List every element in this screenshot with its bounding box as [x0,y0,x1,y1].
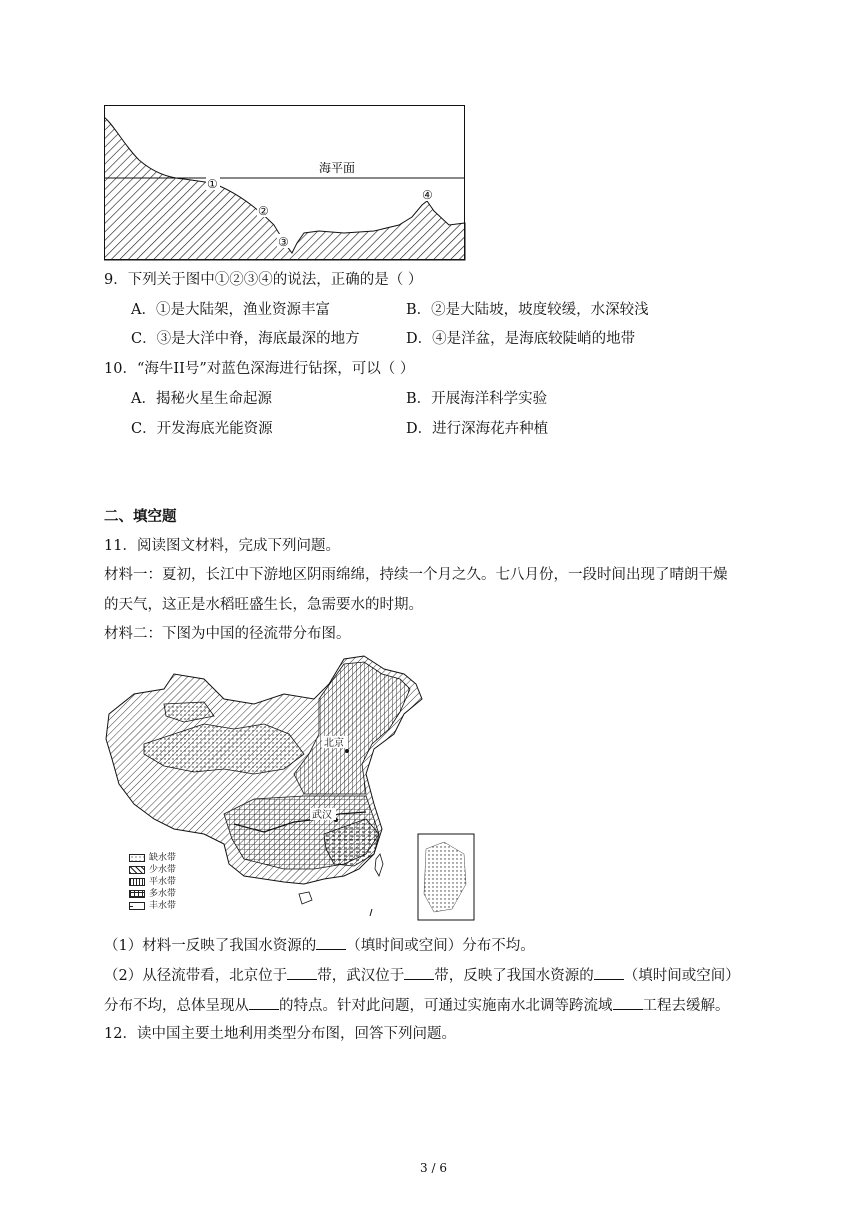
legend-swatch-abundant [129,902,145,910]
q11-material1-line1: 材料一：夏初，长江中下游地区阴雨绵绵，持续一个月之久。七八月份，一段时间出现了晴朗干燥 [104,567,728,583]
city-label-beijing: 北京 [324,738,344,749]
south-china-sea-inset [418,834,474,920]
marker-2: ② [258,204,269,218]
legend-swatch-normal [129,878,145,886]
legend-label-arid: 缺水带 [149,853,177,863]
q9-option-a: A．①是大陆架，渔业资源丰富 [131,302,330,318]
q10-option-d: D．进行深海花卉种植 [406,421,549,437]
q9-option-b: B．②是大陆坡，坡度较缓，水深较浅 [406,302,649,318]
q11-part2-text-f: 的特点。针对此问题，可通过实施南水北调等跨流域 [279,998,613,1014]
q10-option-c: C．开发海底光能资源 [131,421,273,437]
q11-part2-text-g: 工程去缓解。 [642,998,730,1014]
q11-part2-blank-distribution[interactable] [594,965,624,980]
q11-part2 [104,965,740,986]
city-label-wuhan: 武汉 [312,810,332,821]
q11-material1-line2: 的天气，这正是水稻旺盛生长，急需要水的时期。 [104,597,423,613]
hainan-island [299,892,312,904]
marker-1: ① [207,177,218,191]
q11-stem: 11．阅读图文材料，完成下列问题。 [104,538,340,554]
q11-part2-blank-beijing[interactable] [287,965,317,980]
q11-part1-text-b: （填时间或空间）分布不均。 [346,938,535,954]
q11-part2-text-c: 带，反映了我国水资源的 [434,968,594,984]
q11-part1-blank[interactable] [316,935,346,950]
q9-option-c: C．③是大洋中脊，海底最深的地方 [131,331,360,347]
q11-part1-text-a: （1）材料一反映了我国水资源的 [104,938,317,954]
sea-level-label: 海平面 [319,161,356,175]
q11-part2-text-b: 带，武汉位于 [317,968,405,984]
page-number: 3 / 6 [420,1161,447,1175]
q11-part1 [104,935,535,956]
q12-stem: 12．读中国主要土地利用类型分布图，回答下列问题。 [104,1026,456,1042]
legend-label-semi-arid: 少水带 [149,865,177,875]
q10-option-a: A．揭秘火星生命起源 [131,391,272,407]
q11-material2: 材料二：下图为中国的径流带分布图。 [104,626,351,642]
q10-stem: 10．“海牛II号”对蓝色深海进行钻探，可以（ ） [104,361,415,377]
q10-option-b: B．开展海洋科学实验 [406,391,548,407]
section-title: 二、填空题 [104,508,177,525]
q11-part2-blank-trend[interactable] [249,995,279,1010]
legend-swatch-arid [129,854,145,862]
legend-label-normal: 平水带 [149,877,177,887]
beijing-dot [345,749,349,753]
legend-swatch-semi-arid [129,866,145,874]
q11-part2-text-a: （2）从径流带看，北京位于 [104,968,288,984]
q11-part2-blank-wuhan[interactable] [404,965,434,980]
q11-part2-blank-project[interactable] [613,995,643,1010]
seafloor-profile-figure [104,105,466,261]
q9-stem: 9．下列关于图中①②③④的说法，正确的是（ ） [104,272,423,288]
taiwan-island [375,854,383,876]
map-legend [129,853,209,913]
legend-label-rich: 多水带 [149,889,177,899]
legend-swatch-rich [129,890,145,898]
marker-3: ③ [278,235,289,249]
q11-part2-text-d: （填时间或空间） [623,968,740,984]
marker-4: ④ [422,188,433,202]
q11-part2-text-e: 分布不均，总体呈现从 [104,998,249,1014]
legend-label-abundant: 丰水带 [149,901,177,911]
q11-part2-continued [104,995,730,1016]
q9-option-d: D．④是洋盆，是海底较陡峭的地带 [406,331,636,347]
